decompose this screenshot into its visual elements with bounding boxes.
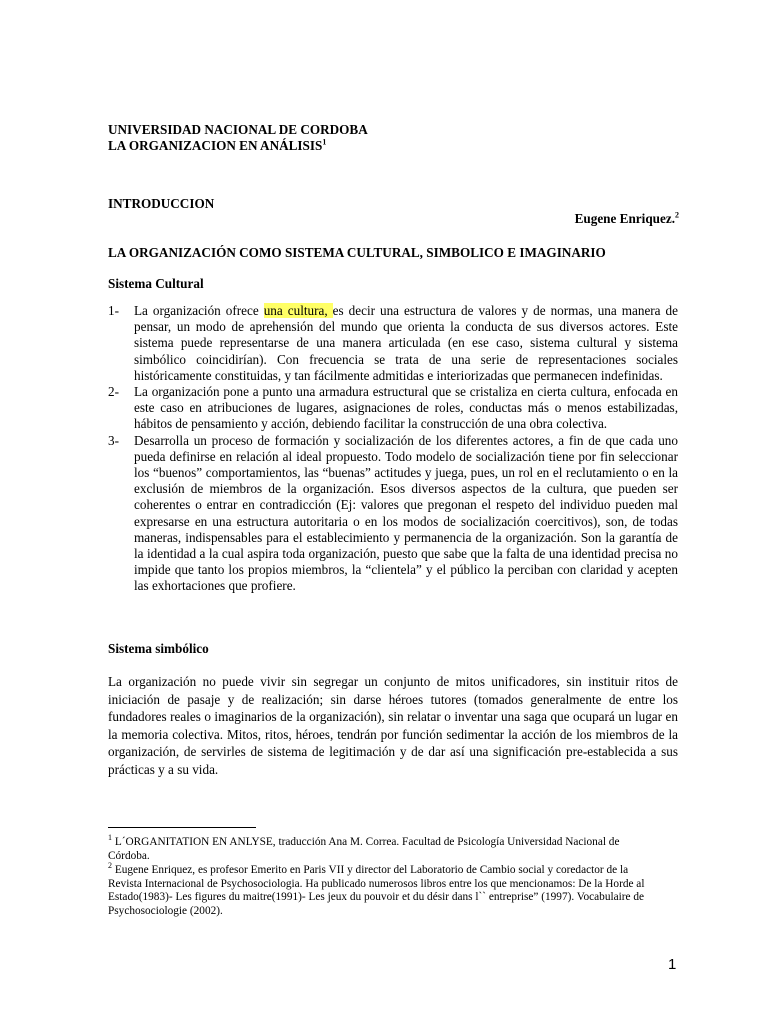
document-title-text: LA ORGANIZACION EN ANÁLISIS <box>108 138 323 154</box>
simbolico-paragraph: La organización no puede vivir sin segregar un conjunto de mitos unificadores, sin instituir ritos de iniciación de pasaje y de realización; sin darse héroes tutores (tomados generalmente de entre los fundadores reales o imaginarios de la organización), sin relatar o inventar una saga que ocupará un lugar en la memoria colectiva. Mitos, ritos, héroes, tendrán por función sedimentar la acción de los miembros de la organización, de servirles de sistema de legitimación y de dar así una significación pre-establecida a sus prácticas y a su vida. <box>108 674 678 777</box>
highlighted-text: una cultura, <box>263 303 333 318</box>
footnote-ref-1[interactable]: 1 <box>322 137 327 147</box>
list-item-text: Desarrolla un proceso de formación y socialización de los diferentes actores, a fin de que cada uno pueda definirse en relación al ideal propuesto. Todo modelo de socialización tiene por fin seleccionar los “buenos” comportamientos, las “buenas” actitudes y juega, pues, un rol en el reclutamiento o en la exclusión de miembros de la organización. Esos diversos aspectos de la cultura, que pueden ser coherentes o entrar en contradicción (Ej: valores que pregonan el respeto del individuo pueden mal expresarse en una estructura autoritaria o en los modos de socialización coercitivos), son, de todas maneras, indispensables para el establecimiento y permanencia de la organización. Son la garantía de la identidad a la cual aspira toda organización, puesto que sabe que la falta de una identidad precisa no impide que tanto los propios miembros, la “clientela” y el público la perciban con claridad y acepten las exhortaciones que profiere. <box>134 432 678 594</box>
cultural-list <box>108 303 678 595</box>
footnote-ref-2[interactable]: 2 <box>675 210 679 220</box>
list-item-text-after: es decir una estructura de valores y de normas, una manera de pensar, un modo de aprehensión del mundo que orienta la conducta de sus diversos actores. Este sistema puede representarse de una manera articulada (en ese caso, sistema cultural y sistema simbólico coincidirían). Con frecuencia se trata de una serie de representaciones sociales históricamente constituidas, y tan fácilmente admitidas e interiorizadas que permanecen indefinidas. <box>134 303 678 383</box>
footnote-text: L´ORGANITATION EN ANLYSE, traducción Ana M. Correa. Facultad de Psicología Universidad Nacional de Córdoba. <box>108 836 620 862</box>
footnote-text: Eugene Enriquez, es profesor Emerito en Paris VII y director del Laboratorio de Cambio social y coredactor de la Revista Internacional de Psychosociologia. Ha publicado numerosos libros entre los que mencionamos: De la Horde al Estado(1983)- Les figures du maitre(1991)- Les jeux du pouvoir et du désir dans l`` entreprise” (1997). Vocabulaire de Psychosociologie (2002). <box>108 864 645 917</box>
document-header <box>108 122 368 154</box>
footnote-mark: 2 <box>108 861 112 871</box>
list-item-number: 1- <box>108 303 119 318</box>
subsection-cultural-title: Sistema Cultural <box>108 276 204 291</box>
footnote-1 <box>108 833 653 863</box>
list-item-text: La organización pone a punto una armadura estructural que se cristaliza en cierta cultura, enfocada en este caso en atribuciones de lugares, asignaciones de roles, conductas más o menos estabilizadas, hábitos de pensamiento y acción, debiendo facilitar la construcción de una obra colectiva. <box>134 384 678 432</box>
list-item-number: 3- <box>108 432 119 448</box>
footnote-divider <box>108 827 256 828</box>
section-title: LA ORGANIZACIÓN COMO SISTEMA CULTURAL, SIMBOLICO E IMAGINARIO <box>108 245 606 260</box>
list-item-number: 2- <box>108 384 119 400</box>
university-name: UNIVERSIDAD NACIONAL DE CORDOBA <box>108 122 368 137</box>
author-name <box>575 211 679 227</box>
list-item <box>108 384 678 433</box>
list-item <box>108 433 678 595</box>
intro-heading: INTRODUCCION <box>108 196 215 211</box>
author-name-text: Eugene Enriquez. <box>574 211 675 226</box>
subsection-simbolico-title: Sistema simbólico <box>108 641 209 656</box>
list-item <box>108 303 678 384</box>
page-number: 1 <box>668 956 677 973</box>
footnote-2 <box>108 861 653 918</box>
footnote-mark: 1 <box>108 833 112 843</box>
document-title <box>108 138 368 154</box>
list-item-text-before: La organización ofrece <box>134 303 264 318</box>
